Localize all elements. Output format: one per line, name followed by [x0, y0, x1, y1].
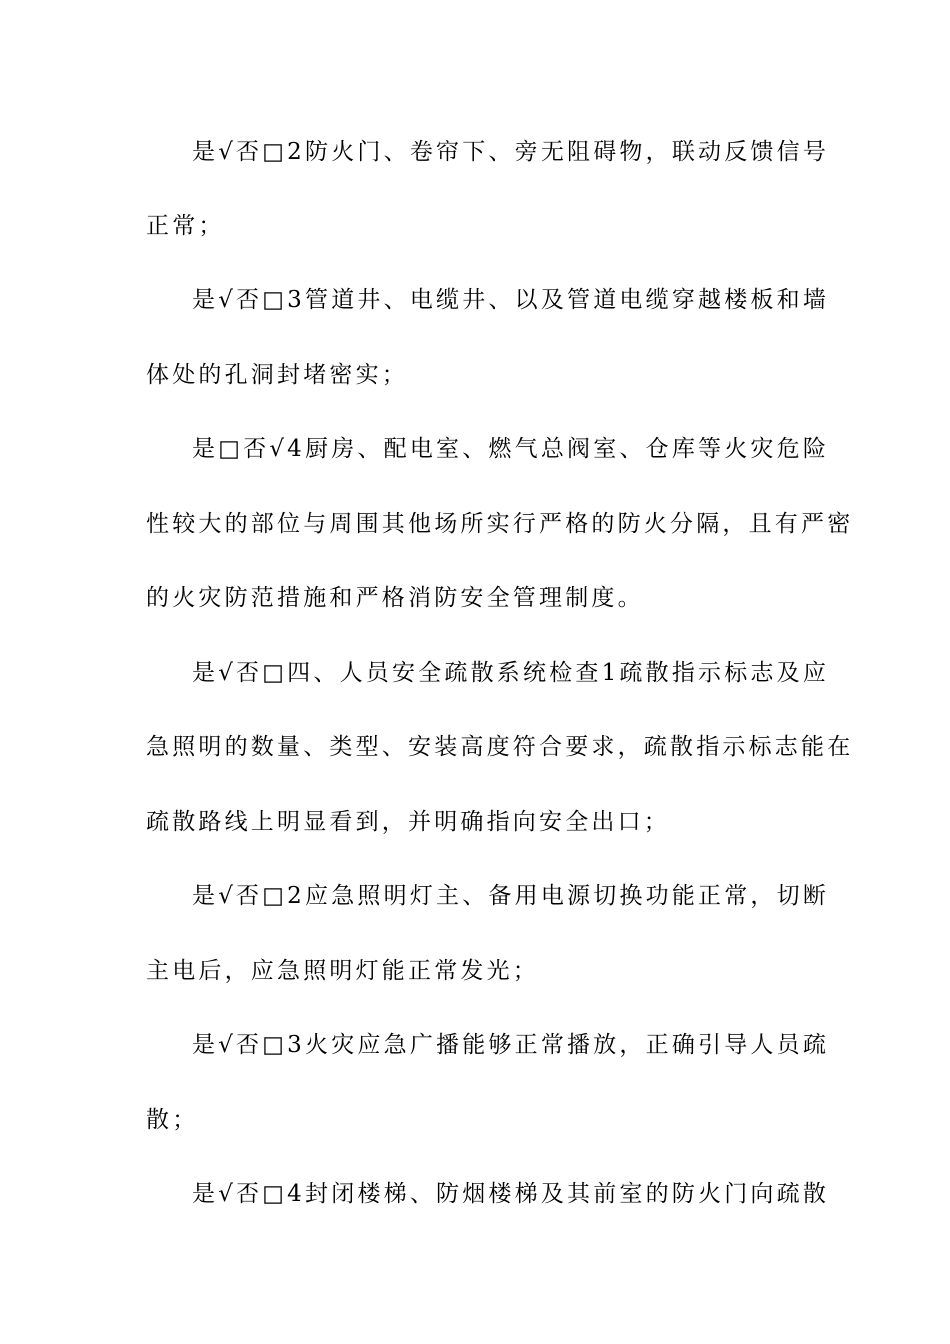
- paragraph-line-10: 疏散路线上明显看到，并明确指向安全出口；: [146, 809, 670, 835]
- paragraph-line-3: 是√否□3管道井、电缆井、以及管道电缆穿越楼板和墙: [192, 287, 830, 313]
- paragraph-line-2: 正常；: [146, 213, 225, 239]
- paragraph-line-1: 是√否□2防火门、卷帘下、旁无阻碍物，联动反馈信号: [192, 139, 830, 165]
- paragraph-line-14: 散；: [146, 1107, 199, 1133]
- paragraph-line-15: 是√否□4封闭楼梯、防烟楼梯及其前室的防火门向疏散: [192, 1181, 830, 1207]
- paragraph-line-4: 体处的孔洞封堵密实；: [146, 362, 408, 388]
- paragraph-line-7: 的火灾防范措施和严格消防安全管理制度。: [146, 585, 644, 611]
- paragraph-line-6: 性较大的部位与周围其他场所实行严格的防火分隔，且有严密: [146, 511, 854, 537]
- paragraph-line-11: 是√否□2应急照明灯主、备用电源切换功能正常，切断: [192, 883, 830, 909]
- paragraph-line-12: 主电后，应急照明灯能正常发光；: [146, 958, 539, 984]
- paragraph-line-8: 是√否□四、人员安全疏散系统检查1疏散指示标志及应: [192, 660, 830, 686]
- paragraph-line-13: 是√否□3火灾应急广播能够正常播放，正确引导人员疏: [192, 1032, 830, 1058]
- paragraph-line-9: 急照明的数量、类型、安装高度符合要求，疏散指示标志能在: [146, 734, 854, 760]
- paragraph-line-5: 是□否√4厨房、配电室、燃气总阀室、仓库等火灾危险: [192, 436, 830, 462]
